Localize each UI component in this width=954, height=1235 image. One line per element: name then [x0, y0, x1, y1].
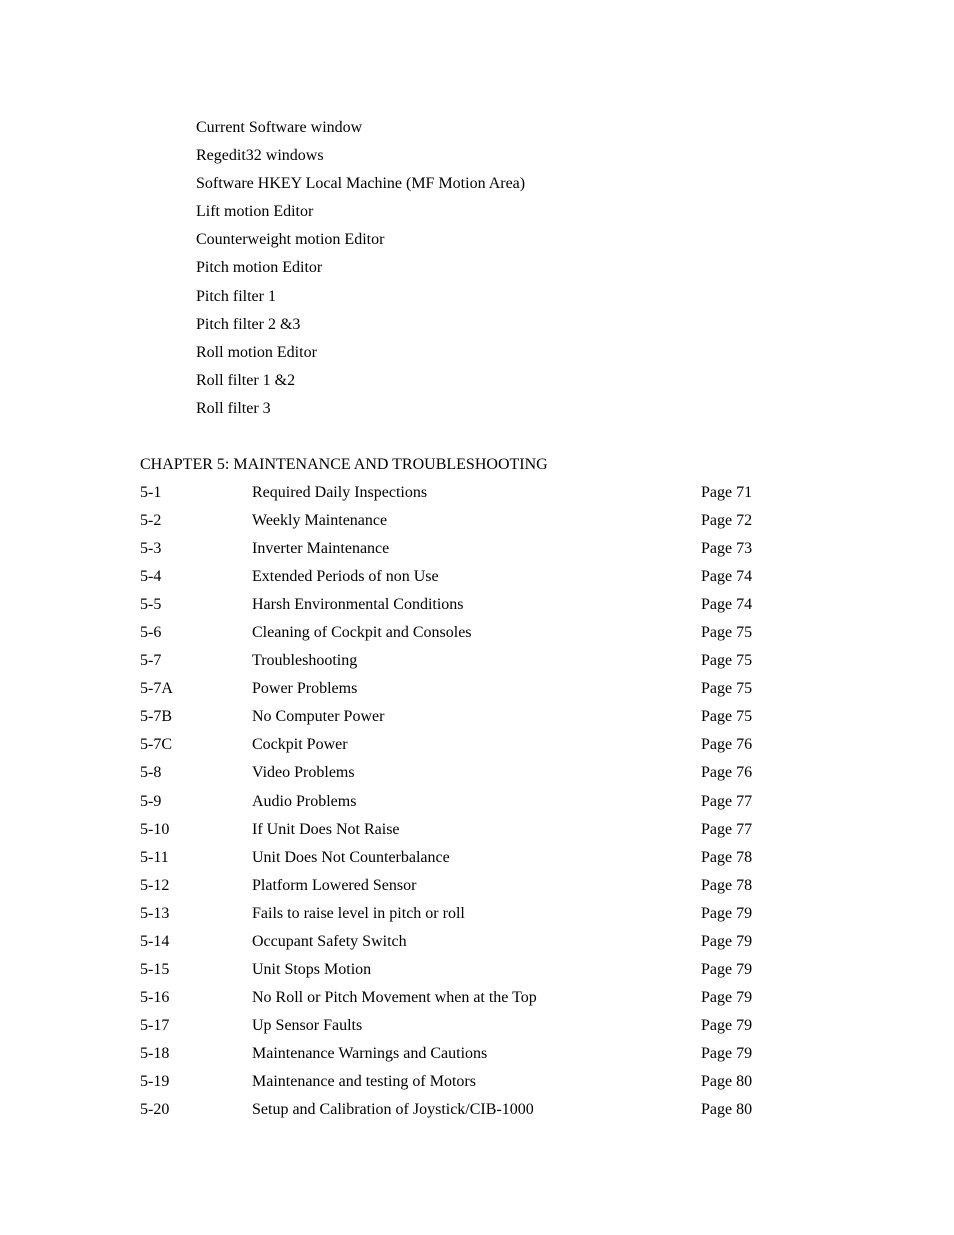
page-reference: Page 79: [701, 932, 753, 950]
section-title: Required Daily Inspections: [252, 484, 428, 501]
page-reference: Page 74: [701, 568, 753, 586]
toc-row: [140, 872, 780, 900]
section-number: 5-5: [140, 596, 162, 614]
figure-list-item: Roll filter 3: [196, 399, 271, 417]
toc-row: [140, 731, 780, 759]
page-reference: Page 79: [701, 1016, 753, 1034]
section-title: Maintenance Warnings and Cautions: [252, 1044, 488, 1062]
section-title: No Roll or Pitch Movement when at the Top: [252, 988, 537, 1006]
page-reference: Page 75: [701, 708, 753, 726]
chapter-heading: CHAPTER 5: MAINTENANCE AND TROUBLESHOOTING: [140, 456, 548, 473]
toc-row: [140, 1096, 780, 1124]
section-title: Extended Periods of non Use: [252, 568, 439, 586]
section-title: Harsh Environmental Conditions: [252, 596, 464, 614]
section-number: 5-7C: [140, 736, 172, 754]
section-title: Power Problems: [252, 680, 358, 698]
section-title: Setup and Calibration of Joystick/CIB-1000: [252, 1101, 534, 1119]
page-reference: Page 74: [701, 596, 753, 614]
figure-list-item: Roll motion Editor: [196, 343, 317, 361]
toc-row: [140, 759, 780, 787]
page-reference: Page 72: [701, 512, 753, 530]
section-title: Audio Problems: [252, 792, 357, 810]
section-number: 5-1: [140, 484, 162, 501]
page-reference: Page 77: [701, 820, 753, 838]
section-title: Weekly Maintenance: [252, 512, 388, 530]
section-title: No Computer Power: [252, 708, 385, 726]
toc-row: [140, 479, 780, 507]
section-number: 5-6: [140, 624, 162, 642]
page-reference: Page 76: [701, 764, 753, 782]
section-number: 5-7A: [140, 680, 173, 698]
figure-list-item: Regedit32 windows: [196, 147, 324, 165]
toc-row: [140, 647, 780, 675]
section-title: Occupant Safety Switch: [252, 932, 407, 950]
page-reference: Page 75: [701, 652, 753, 670]
page-reference: Page 75: [701, 624, 753, 642]
section-number: 5-15: [140, 960, 170, 978]
section-number: 5-13: [140, 904, 170, 922]
toc-row: [140, 1040, 780, 1068]
section-title: Video Problems: [252, 764, 355, 782]
section-number: 5-8: [140, 764, 162, 782]
section-title: Inverter Maintenance: [252, 540, 390, 558]
section-number: 5-11: [140, 848, 169, 866]
page-reference: Page 79: [701, 904, 753, 922]
section-title: Cleaning of Cockpit and Consoles: [252, 624, 472, 642]
section-number: 5-7B: [140, 708, 172, 726]
section-number: 5-18: [140, 1044, 170, 1062]
section-number: 5-10: [140, 820, 170, 838]
toc-row: [140, 788, 780, 816]
section-number: 5-20: [140, 1101, 170, 1119]
page-reference: Page 75: [701, 680, 753, 698]
toc-row: [140, 675, 780, 703]
figure-list-item: Pitch filter 1: [196, 287, 276, 305]
section-title: Fails to raise level in pitch or roll: [252, 904, 465, 922]
figure-list-item: Pitch motion Editor: [196, 259, 323, 277]
toc-table: [140, 479, 780, 1124]
section-number: 5-3: [140, 540, 162, 558]
toc-row: [140, 984, 780, 1012]
section-title: Unit Does Not Counterbalance: [252, 848, 450, 866]
section-title: Up Sensor Faults: [252, 1016, 363, 1034]
page-reference: Page 78: [701, 848, 753, 866]
section-number: 5-2: [140, 512, 162, 530]
page-reference: Page 79: [701, 988, 753, 1006]
toc-row: [140, 1068, 780, 1096]
section-title: Cockpit Power: [252, 736, 348, 754]
page-reference: Page 77: [701, 792, 753, 810]
toc-row: [140, 816, 780, 844]
toc-row: [140, 591, 780, 619]
toc-row: [140, 1012, 780, 1040]
page-reference: Page 79: [701, 960, 753, 978]
toc-row: [140, 900, 780, 928]
figure-list-item: Roll filter 1 &2: [196, 371, 296, 389]
toc-row: [140, 563, 780, 591]
figure-list: [196, 114, 525, 423]
figure-list-item: Pitch filter 2 &3: [196, 315, 301, 333]
section-title: Troubleshooting: [252, 652, 358, 670]
page-reference: Page 71: [701, 484, 753, 501]
toc-row: [140, 507, 780, 535]
toc-row: [140, 535, 780, 563]
toc-row: [140, 928, 780, 956]
figure-list-item: Software HKEY Local Machine (MF Motion Area): [196, 175, 526, 193]
page-reference: Page 76: [701, 736, 753, 754]
figure-list-item: Counterweight motion Editor: [196, 231, 385, 249]
page-reference: Page 80: [701, 1072, 753, 1090]
toc-row: [140, 956, 780, 984]
page-reference: Page 80: [701, 1101, 753, 1119]
section-number: 5-14: [140, 932, 170, 950]
section-number: 5-19: [140, 1072, 170, 1090]
figure-list-item: Lift motion Editor: [196, 203, 314, 221]
section-number: 5-4: [140, 568, 162, 586]
section-title: Unit Stops Motion: [252, 960, 372, 978]
page-reference: Page 79: [701, 1044, 753, 1062]
section-title: Maintenance and testing of Motors: [252, 1072, 476, 1090]
toc-row: [140, 844, 780, 872]
section-title: Platform Lowered Sensor: [252, 876, 417, 894]
section-number: 5-7: [140, 652, 162, 670]
toc-row: [140, 619, 780, 647]
page-reference: Page 73: [701, 540, 753, 558]
section-number: 5-9: [140, 792, 162, 810]
section-number: 5-12: [140, 876, 170, 894]
figure-list-item: Current Software window: [196, 119, 363, 136]
section-number: 5-17: [140, 1016, 170, 1034]
toc-row: [140, 703, 780, 731]
section-number: 5-16: [140, 988, 170, 1006]
page-reference: Page 78: [701, 876, 753, 894]
section-title: If Unit Does Not Raise: [252, 820, 400, 838]
